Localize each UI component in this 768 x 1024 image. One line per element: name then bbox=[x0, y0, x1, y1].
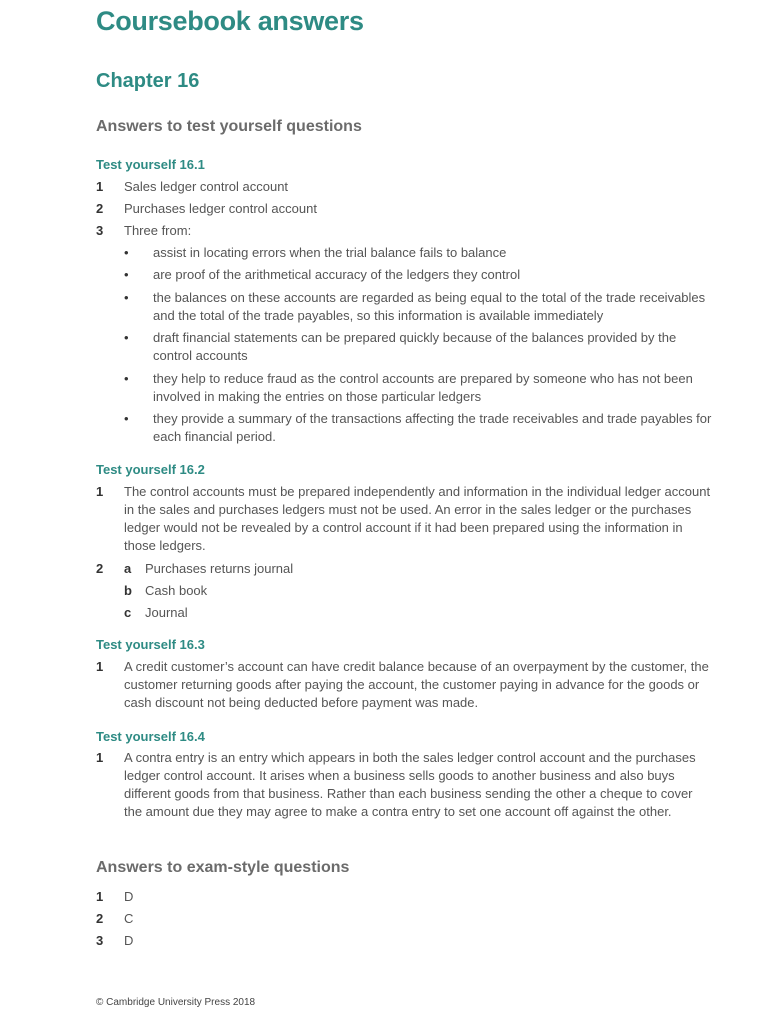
item-text: A contra entry is an entry which appears in both the sales ledger control account and the purchases ledger control account. It arises when a business sells goods to another business and also buys different goods from that business. Rather than each business sending the other a cheque to cover the amount due they may agree to make a contra entry to set one account off against the other. bbox=[124, 750, 696, 819]
sub-item-letter: c bbox=[124, 605, 132, 620]
bullet-text: they help to reduce fraud as the control accounts are prepared by someone who has not been involved in making the entries on those particular ledgers bbox=[153, 371, 693, 404]
item-text: C bbox=[124, 911, 134, 926]
sub-item-text: Purchases returns journal bbox=[145, 561, 294, 576]
test-heading-16-3: Test yourself 16.3 bbox=[96, 637, 205, 652]
item-text: Purchases ledger control account bbox=[124, 201, 317, 216]
item-number: 1 bbox=[96, 484, 104, 499]
test-section-heading: Answers to test yourself questions bbox=[96, 118, 362, 135]
item-number: 3 bbox=[96, 223, 104, 238]
item-number: 1 bbox=[96, 889, 104, 904]
bullet-text: they provide a summary of the transactions affecting the trade receivables and trade payables for each financial period. bbox=[153, 411, 712, 444]
bullet-icon: • bbox=[124, 267, 129, 282]
bullet-icon: • bbox=[124, 245, 129, 260]
bullet-text: assist in locating errors when the trial balance fails to balance bbox=[153, 245, 507, 260]
item-number: 3 bbox=[96, 933, 104, 948]
item-number: 2 bbox=[96, 561, 104, 576]
item-text: Three from: bbox=[124, 223, 192, 238]
item-text: A credit customer’s account can have credit balance because of an overpayment by the customer, the customer returning goods after paying the account, the customer paying in advance for the goods or cash discount not being deducted before payment was made. bbox=[124, 659, 709, 710]
bullet-icon: • bbox=[124, 330, 129, 345]
bullet-icon: • bbox=[124, 411, 129, 426]
test-heading-16-4: Test yourself 16.4 bbox=[96, 729, 205, 744]
test-heading-16-2: Test yourself 16.2 bbox=[96, 462, 205, 477]
item-text: D bbox=[124, 933, 134, 948]
test-heading-16-1: Test yourself 16.1 bbox=[96, 157, 205, 172]
item-number: 1 bbox=[96, 750, 104, 765]
bullet-icon: • bbox=[124, 290, 129, 305]
chapter-title: Chapter 16 bbox=[96, 70, 200, 92]
document-title: Coursebook answers bbox=[96, 6, 364, 36]
sub-item-letter: a bbox=[124, 561, 132, 576]
item-text: The control accounts must be prepared independently and information in the individual ledger account in the sales and purchases ledgers must not be used. An error in the sales ledger or the purchases ledger would not be revealed by a control account if it had been prepared using the information in those ledgers. bbox=[124, 484, 711, 553]
sub-item-text: Cash book bbox=[145, 583, 208, 598]
bullet-icon: • bbox=[124, 371, 129, 386]
item-number: 1 bbox=[96, 179, 104, 194]
bullet-text: the balances on these accounts are regarded as being equal to the total of the trade receivables and the total of the trade payables, so this information is available immediately bbox=[153, 290, 706, 323]
bullet-text: are proof of the arithmetical accuracy of the ledgers they control bbox=[153, 267, 521, 282]
item-number: 1 bbox=[96, 659, 104, 674]
copyright-footer: © Cambridge University Press 2018 bbox=[96, 997, 256, 1008]
exam-section-heading: Answers to exam-style questions bbox=[96, 859, 350, 876]
item-text: D bbox=[124, 889, 134, 904]
sub-item-letter: b bbox=[124, 583, 132, 598]
sub-item-text: Journal bbox=[145, 605, 188, 620]
item-text: Sales ledger control account bbox=[124, 179, 289, 194]
bullet-text: draft financial statements can be prepared quickly because of the balances provided by the control accounts bbox=[153, 330, 677, 363]
item-number: 2 bbox=[96, 911, 104, 926]
item-number: 2 bbox=[96, 201, 104, 216]
